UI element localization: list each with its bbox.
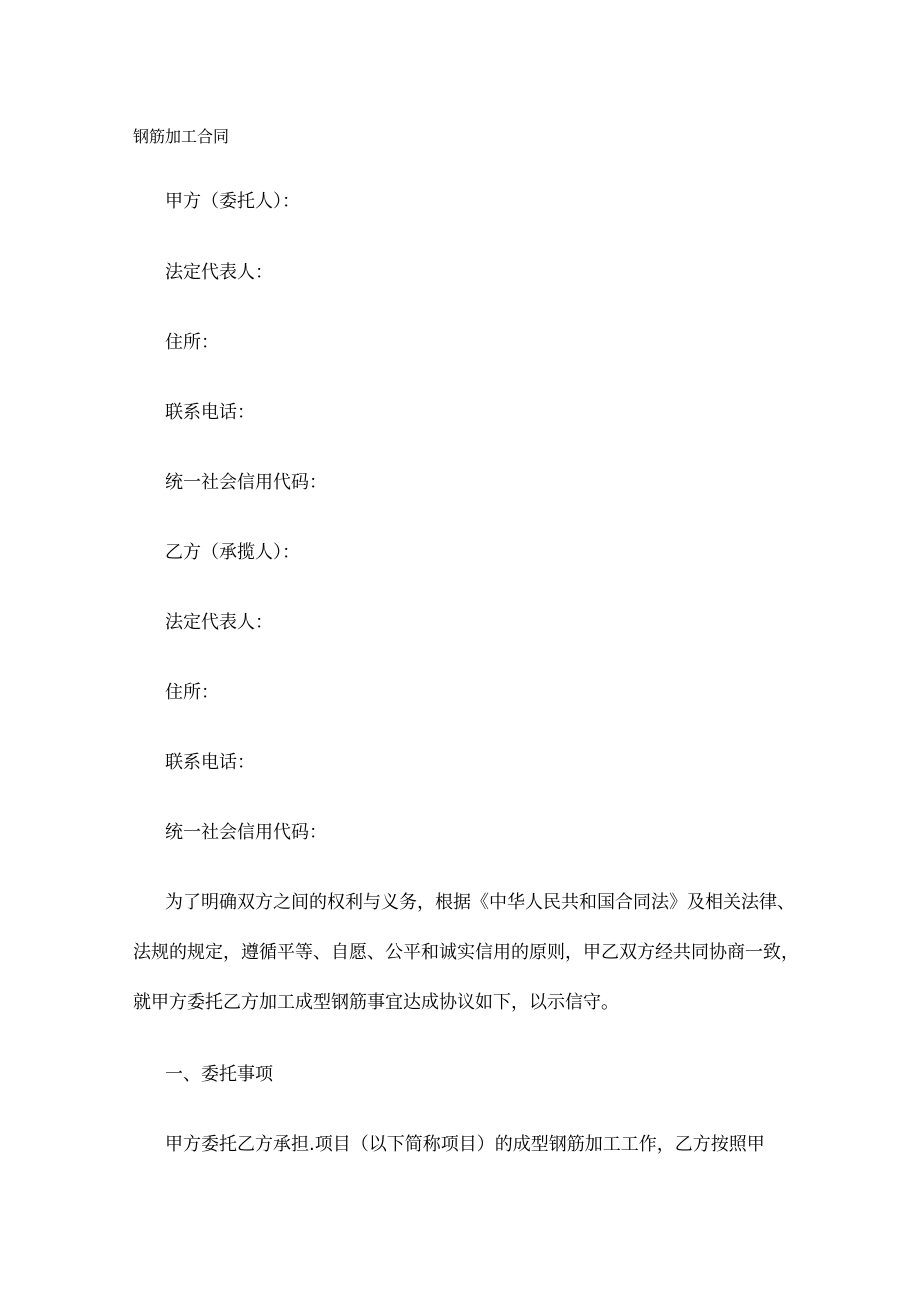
party-a-phone: 联系电话： — [165, 402, 255, 423]
party-b-legal-rep: 法定代表人： — [165, 612, 273, 633]
party-a-heading: 甲方（委托人）： — [165, 191, 300, 212]
party-b-address: 住所： — [165, 682, 219, 703]
section-1-line-1: 甲方委托乙方承担.项目（以下简称项目）的成型钢筋加工工作，乙方按照甲 — [165, 1134, 765, 1155]
party-a-legal-rep: 法定代表人： — [165, 262, 273, 283]
document-title: 钢筋加工合同 — [133, 127, 230, 146]
party-b-credit-code: 统一社会信用代码： — [165, 822, 327, 843]
preamble-line-1: 为了明确双方之间的权利与义务，根据《中华人民共和国合同法》及相关法律、 — [165, 892, 795, 913]
preamble-line-3: 就甲方委托乙方加工成型钢筋事宜达成协议如下，以示信守。 — [133, 992, 619, 1013]
party-a-address: 住所： — [165, 332, 219, 353]
party-b-phone: 联系电话： — [165, 752, 255, 773]
party-a-credit-code: 统一社会信用代码： — [165, 472, 327, 493]
preamble-line-2: 法规的规定，遵循平等、自愿、公平和诚实信用的原则，甲乙双方经共同协商一致， — [133, 942, 799, 963]
party-b-heading: 乙方（承揽人）： — [165, 542, 300, 563]
section-1-heading: 一、委托事项 — [165, 1064, 273, 1085]
